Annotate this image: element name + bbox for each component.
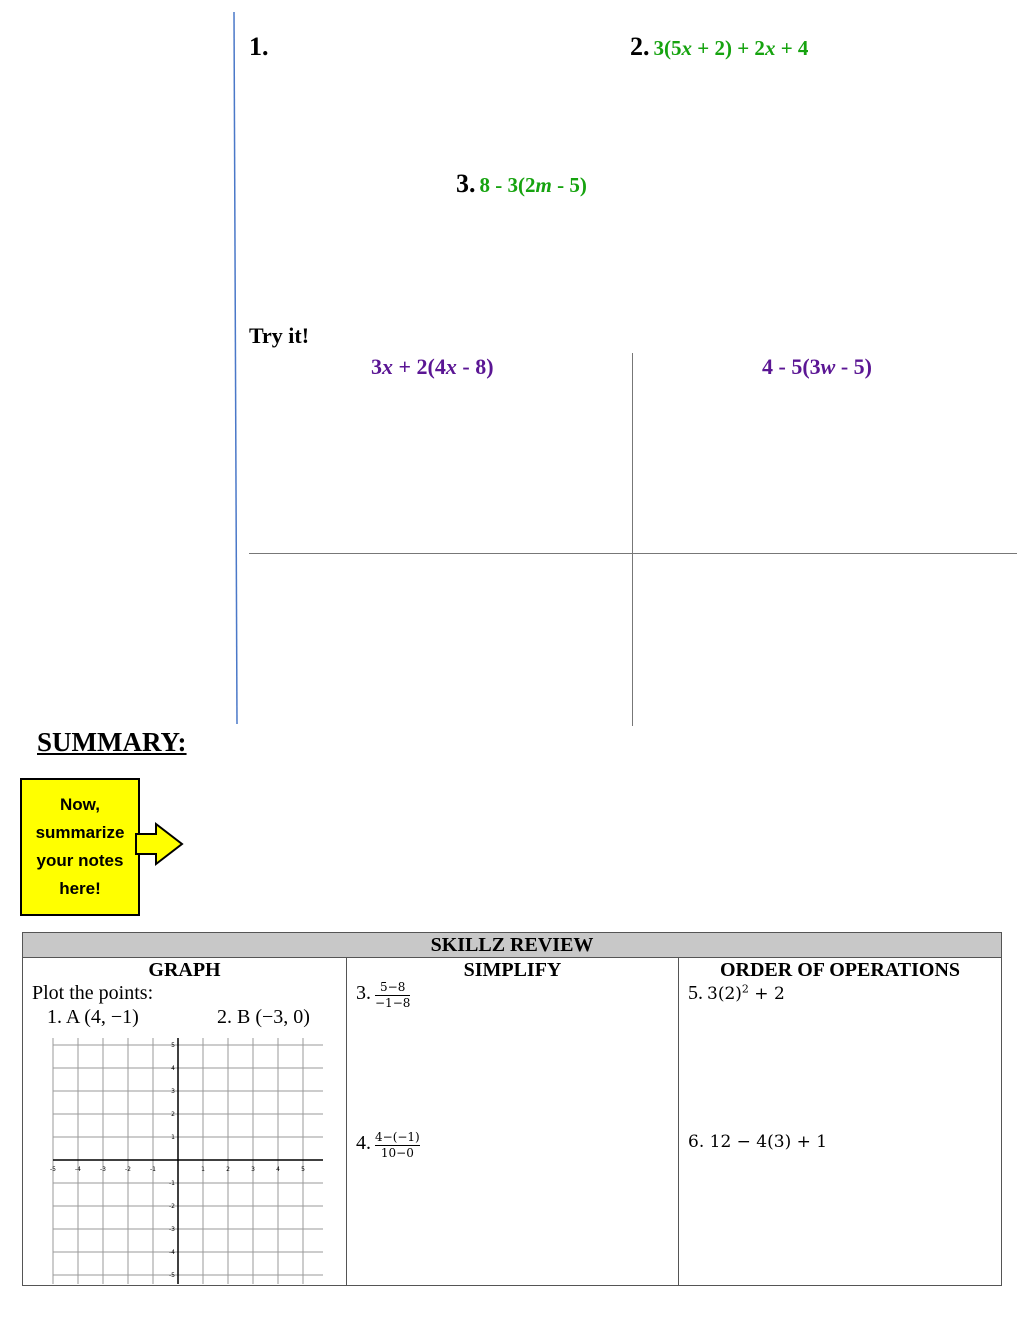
- x-tick-label: 3: [251, 1166, 255, 1173]
- item-number: 4.: [356, 1132, 371, 1155]
- item-number: 3.: [356, 982, 371, 1005]
- x-tick-label: -2: [125, 1166, 131, 1173]
- graph-column: [23, 958, 346, 1285]
- simplify-item-4: [356, 1130, 420, 1161]
- problem-2: [630, 32, 808, 62]
- simplify-column: [347, 958, 678, 1285]
- x-tick-label: 2: [226, 1166, 230, 1173]
- graph-point-a: 1. A (4, −1): [47, 1006, 139, 1028]
- expression-5: $3(2)^2 + 2$: [707, 982, 785, 1004]
- y-tick-label: 4: [171, 1065, 175, 1072]
- x-tick-label: 1: [201, 1166, 205, 1173]
- numerator: 5−8: [380, 980, 406, 994]
- x-tick-label: 4: [276, 1166, 280, 1173]
- callout-line: summarize: [35, 823, 125, 842]
- callout-line: here!: [59, 879, 101, 898]
- graph-instruction: Plot the points:: [32, 982, 154, 1004]
- x-tick-label: 5: [301, 1166, 305, 1173]
- try-it-vertical-divider: [632, 353, 633, 726]
- try-it-label: Try it!: [249, 323, 310, 348]
- summary-callout: [20, 778, 140, 916]
- x-tick-label: -5: [50, 1166, 56, 1173]
- y-tick-label: -2: [169, 1203, 175, 1210]
- try-it-expression-2: 4 - 5(3w - 5): [762, 354, 872, 379]
- x-tick-label: -1: [150, 1166, 156, 1173]
- summary-title: SUMMARY:: [37, 727, 187, 757]
- fraction-3: [375, 980, 410, 1011]
- graph-point-b: 2. B (−3, 0): [217, 1006, 310, 1028]
- order-column: [679, 958, 1001, 1285]
- denominator: −1−8: [375, 996, 411, 1010]
- y-tick-label: 2: [171, 1111, 175, 1118]
- y-tick-label: -4: [169, 1249, 175, 1256]
- skillz-review-table: [22, 932, 1002, 1286]
- y-tick-label: -3: [169, 1226, 175, 1233]
- arrow-right-icon: [136, 822, 186, 866]
- try-it-expression-1: 3x + 2(4x - 8): [371, 354, 494, 379]
- problem-2-number: 2.: [630, 32, 650, 61]
- item-number: 5.: [688, 982, 703, 1004]
- problem-2-expression: 3(5x + 2) + 2x + 4: [653, 36, 809, 60]
- callout-line: Now,: [60, 795, 100, 814]
- y-tick-label: 1: [171, 1134, 175, 1141]
- try-it-horizontal-divider: [249, 553, 1017, 554]
- review-title: SKILLZ REVIEW: [23, 933, 1001, 958]
- y-tick-label: -1: [169, 1180, 175, 1187]
- order-item-5: [688, 982, 785, 1005]
- y-tick-label: 3: [171, 1088, 175, 1095]
- callout-line: your notes: [36, 851, 124, 870]
- simplify-item-3: [356, 980, 410, 1011]
- graph-title: GRAPH: [148, 959, 221, 981]
- simplify-title: SIMPLIFY: [463, 959, 562, 981]
- fraction-4: [375, 1130, 420, 1161]
- margin-rule: [233, 12, 239, 724]
- order-title: ORDER OF OPERATIONS: [719, 959, 961, 981]
- y-tick-label: 5: [171, 1042, 175, 1049]
- problem-3-number: 3.: [456, 169, 476, 198]
- denominator: 10−0: [380, 1146, 414, 1160]
- x-tick-label: -4: [75, 1166, 81, 1173]
- coordinate-grid[interactable]: [50, 1038, 323, 1284]
- order-item-6: 6. 12 − 4(3) + 1: [688, 1132, 828, 1152]
- problem-3: [456, 169, 587, 199]
- x-tick-label: -3: [100, 1166, 106, 1173]
- y-tick-label: -5: [169, 1272, 175, 1279]
- problem-3-expression: 8 - 3(2m - 5): [479, 173, 587, 197]
- problem-1-number: 1.: [249, 32, 269, 61]
- numerator: 4−(−1): [375, 1130, 420, 1144]
